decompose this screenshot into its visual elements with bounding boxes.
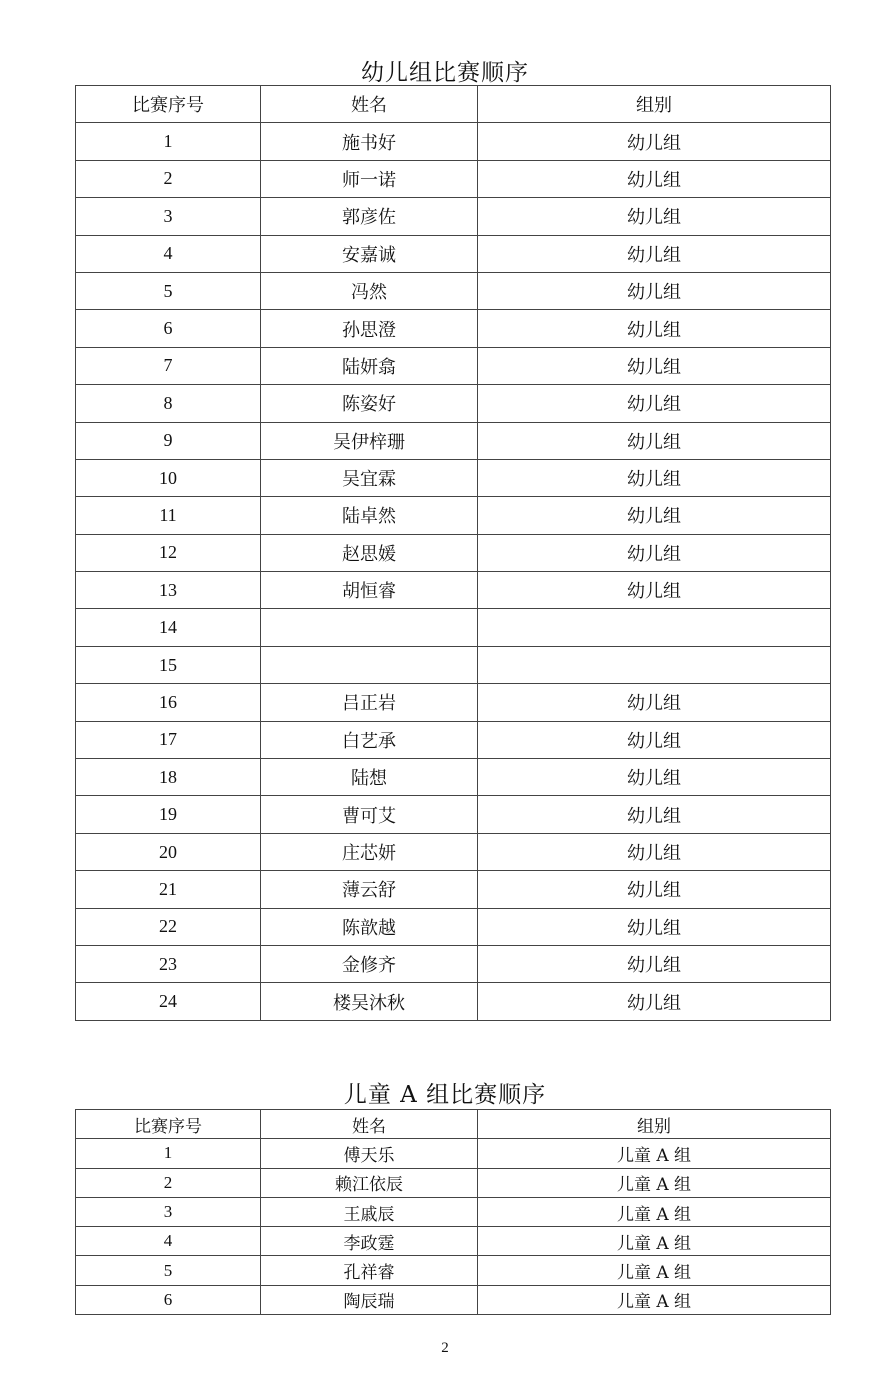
- group-cell: 幼儿组: [478, 534, 831, 571]
- order-cell: 8: [76, 385, 261, 422]
- table-row: [76, 684, 831, 721]
- order-cell: 21: [76, 871, 261, 908]
- order-cell: 11: [76, 497, 261, 534]
- section-title-kindergarten: 幼儿组比赛顺序: [361, 60, 529, 86]
- order-cell: 4: [76, 235, 261, 272]
- group-cell: [478, 646, 831, 683]
- order-cell: 16: [76, 684, 261, 721]
- table-row: [76, 833, 831, 870]
- order-cell: 6: [76, 1285, 261, 1314]
- order-cell: 5: [76, 1256, 261, 1285]
- header-group: 组别: [478, 1110, 831, 1139]
- name-cell: 陈歆越: [261, 908, 478, 945]
- group-cell: 幼儿组: [478, 721, 831, 758]
- table-row: [76, 1168, 831, 1197]
- header-group: 组别: [478, 86, 831, 123]
- table-row: [76, 385, 831, 422]
- name-cell: 赖江依辰: [261, 1168, 478, 1197]
- name-cell: 胡恒睿: [261, 572, 478, 609]
- order-cell: 2: [76, 1168, 261, 1197]
- group-cell: 幼儿组: [478, 759, 831, 796]
- name-cell: 金修齐: [261, 945, 478, 982]
- table-row: [76, 908, 831, 945]
- order-cell: 17: [76, 721, 261, 758]
- group-cell: 幼儿组: [478, 572, 831, 609]
- table-row: [76, 310, 831, 347]
- order-cell: 1: [76, 123, 261, 160]
- name-cell: [261, 609, 478, 646]
- table-row: [76, 123, 831, 160]
- order-cell: 15: [76, 646, 261, 683]
- name-cell: 陶辰瑞: [261, 1285, 478, 1314]
- table-row: [76, 198, 831, 235]
- table-row: [76, 347, 831, 384]
- order-cell: 22: [76, 908, 261, 945]
- table-row: [76, 721, 831, 758]
- name-cell: 施书好: [261, 123, 478, 160]
- table-row: [76, 534, 831, 571]
- table-row: [76, 1227, 831, 1256]
- header-order: 比赛序号: [76, 1110, 261, 1139]
- name-cell: 白艺承: [261, 721, 478, 758]
- name-cell: 陆卓然: [261, 497, 478, 534]
- table-row: [76, 272, 831, 309]
- group-cell: 幼儿组: [478, 160, 831, 197]
- group-cell: 幼儿组: [478, 871, 831, 908]
- page-number: 2: [441, 1340, 449, 1356]
- name-cell: 吴宜霖: [261, 459, 478, 496]
- name-cell: 庄芯妍: [261, 833, 478, 870]
- table-header-row: [76, 86, 831, 123]
- order-cell: 23: [76, 945, 261, 982]
- name-cell: [261, 646, 478, 683]
- name-cell: 李政霆: [261, 1227, 478, 1256]
- group-cell: 幼儿组: [478, 908, 831, 945]
- group-cell: 幼儿组: [478, 684, 831, 721]
- order-cell: 2: [76, 160, 261, 197]
- name-cell: 陈姿好: [261, 385, 478, 422]
- name-cell: 郭彦佐: [261, 198, 478, 235]
- name-cell: 孔祥睿: [261, 1256, 478, 1285]
- order-cell: 5: [76, 272, 261, 309]
- group-cell: 幼儿组: [478, 235, 831, 272]
- name-cell: 吴伊梓珊: [261, 422, 478, 459]
- order-cell: 9: [76, 422, 261, 459]
- name-cell: 吕正岩: [261, 684, 478, 721]
- children-a-order-table: [75, 1109, 831, 1315]
- group-cell: 幼儿组: [478, 272, 831, 309]
- group-cell: 幼儿组: [478, 385, 831, 422]
- header-name: 姓名: [261, 1110, 478, 1139]
- table-row: [76, 1197, 831, 1226]
- table-row: [76, 759, 831, 796]
- name-cell: 楼吴沐秋: [261, 983, 478, 1020]
- group-cell: 儿童 A 组: [478, 1139, 831, 1168]
- table-row: [76, 871, 831, 908]
- header-order: 比赛序号: [76, 86, 261, 123]
- order-cell: 13: [76, 572, 261, 609]
- header-name: 姓名: [261, 86, 478, 123]
- group-cell: 幼儿组: [478, 459, 831, 496]
- order-cell: 24: [76, 983, 261, 1020]
- name-cell: 曹可艾: [261, 796, 478, 833]
- table-row: [76, 459, 831, 496]
- name-cell: 傅天乐: [261, 1139, 478, 1168]
- group-cell: 幼儿组: [478, 833, 831, 870]
- order-cell: 19: [76, 796, 261, 833]
- name-cell: 冯然: [261, 272, 478, 309]
- table-header-row: [76, 1110, 831, 1139]
- order-cell: 10: [76, 459, 261, 496]
- order-cell: 7: [76, 347, 261, 384]
- table-row: [76, 796, 831, 833]
- name-cell: 孙思澄: [261, 310, 478, 347]
- order-cell: 14: [76, 609, 261, 646]
- group-cell: 幼儿组: [478, 347, 831, 384]
- name-cell: 陆想: [261, 759, 478, 796]
- group-cell: 儿童 A 组: [478, 1256, 831, 1285]
- table-row: [76, 422, 831, 459]
- table-row: [76, 497, 831, 534]
- table-row: [76, 1256, 831, 1285]
- group-cell: 儿童 A 组: [478, 1168, 831, 1197]
- order-cell: 6: [76, 310, 261, 347]
- order-cell: 1: [76, 1139, 261, 1168]
- table-row: [76, 572, 831, 609]
- table-row: [76, 609, 831, 646]
- name-cell: 薄云舒: [261, 871, 478, 908]
- group-cell: 幼儿组: [478, 945, 831, 982]
- name-cell: 师一诺: [261, 160, 478, 197]
- table-row: [76, 945, 831, 982]
- table-row: [76, 646, 831, 683]
- table-row: [76, 1139, 831, 1168]
- order-cell: 4: [76, 1227, 261, 1256]
- group-cell: 幼儿组: [478, 422, 831, 459]
- group-cell: 幼儿组: [478, 198, 831, 235]
- section-title-children-a: 儿童 A 组比赛顺序: [343, 1082, 547, 1108]
- group-cell: 儿童 A 组: [478, 1197, 831, 1226]
- group-cell: 幼儿组: [478, 497, 831, 534]
- table-row: [76, 235, 831, 272]
- order-cell: 3: [76, 198, 261, 235]
- group-cell: 幼儿组: [478, 123, 831, 160]
- group-cell: 儿童 A 组: [478, 1285, 831, 1314]
- group-cell: 儿童 A 组: [478, 1227, 831, 1256]
- group-cell: 幼儿组: [478, 310, 831, 347]
- table-row: [76, 983, 831, 1020]
- order-cell: 18: [76, 759, 261, 796]
- order-cell: 12: [76, 534, 261, 571]
- name-cell: 王戚辰: [261, 1197, 478, 1226]
- kindergarten-order-table: [75, 85, 831, 1021]
- name-cell: 安嘉诚: [261, 235, 478, 272]
- group-cell: 幼儿组: [478, 796, 831, 833]
- order-cell: 20: [76, 833, 261, 870]
- table-row: [76, 160, 831, 197]
- order-cell: 3: [76, 1197, 261, 1226]
- group-cell: [478, 609, 831, 646]
- name-cell: 陆妍翕: [261, 347, 478, 384]
- name-cell: 赵思媛: [261, 534, 478, 571]
- table-row: [76, 1285, 831, 1314]
- group-cell: 幼儿组: [478, 983, 831, 1020]
